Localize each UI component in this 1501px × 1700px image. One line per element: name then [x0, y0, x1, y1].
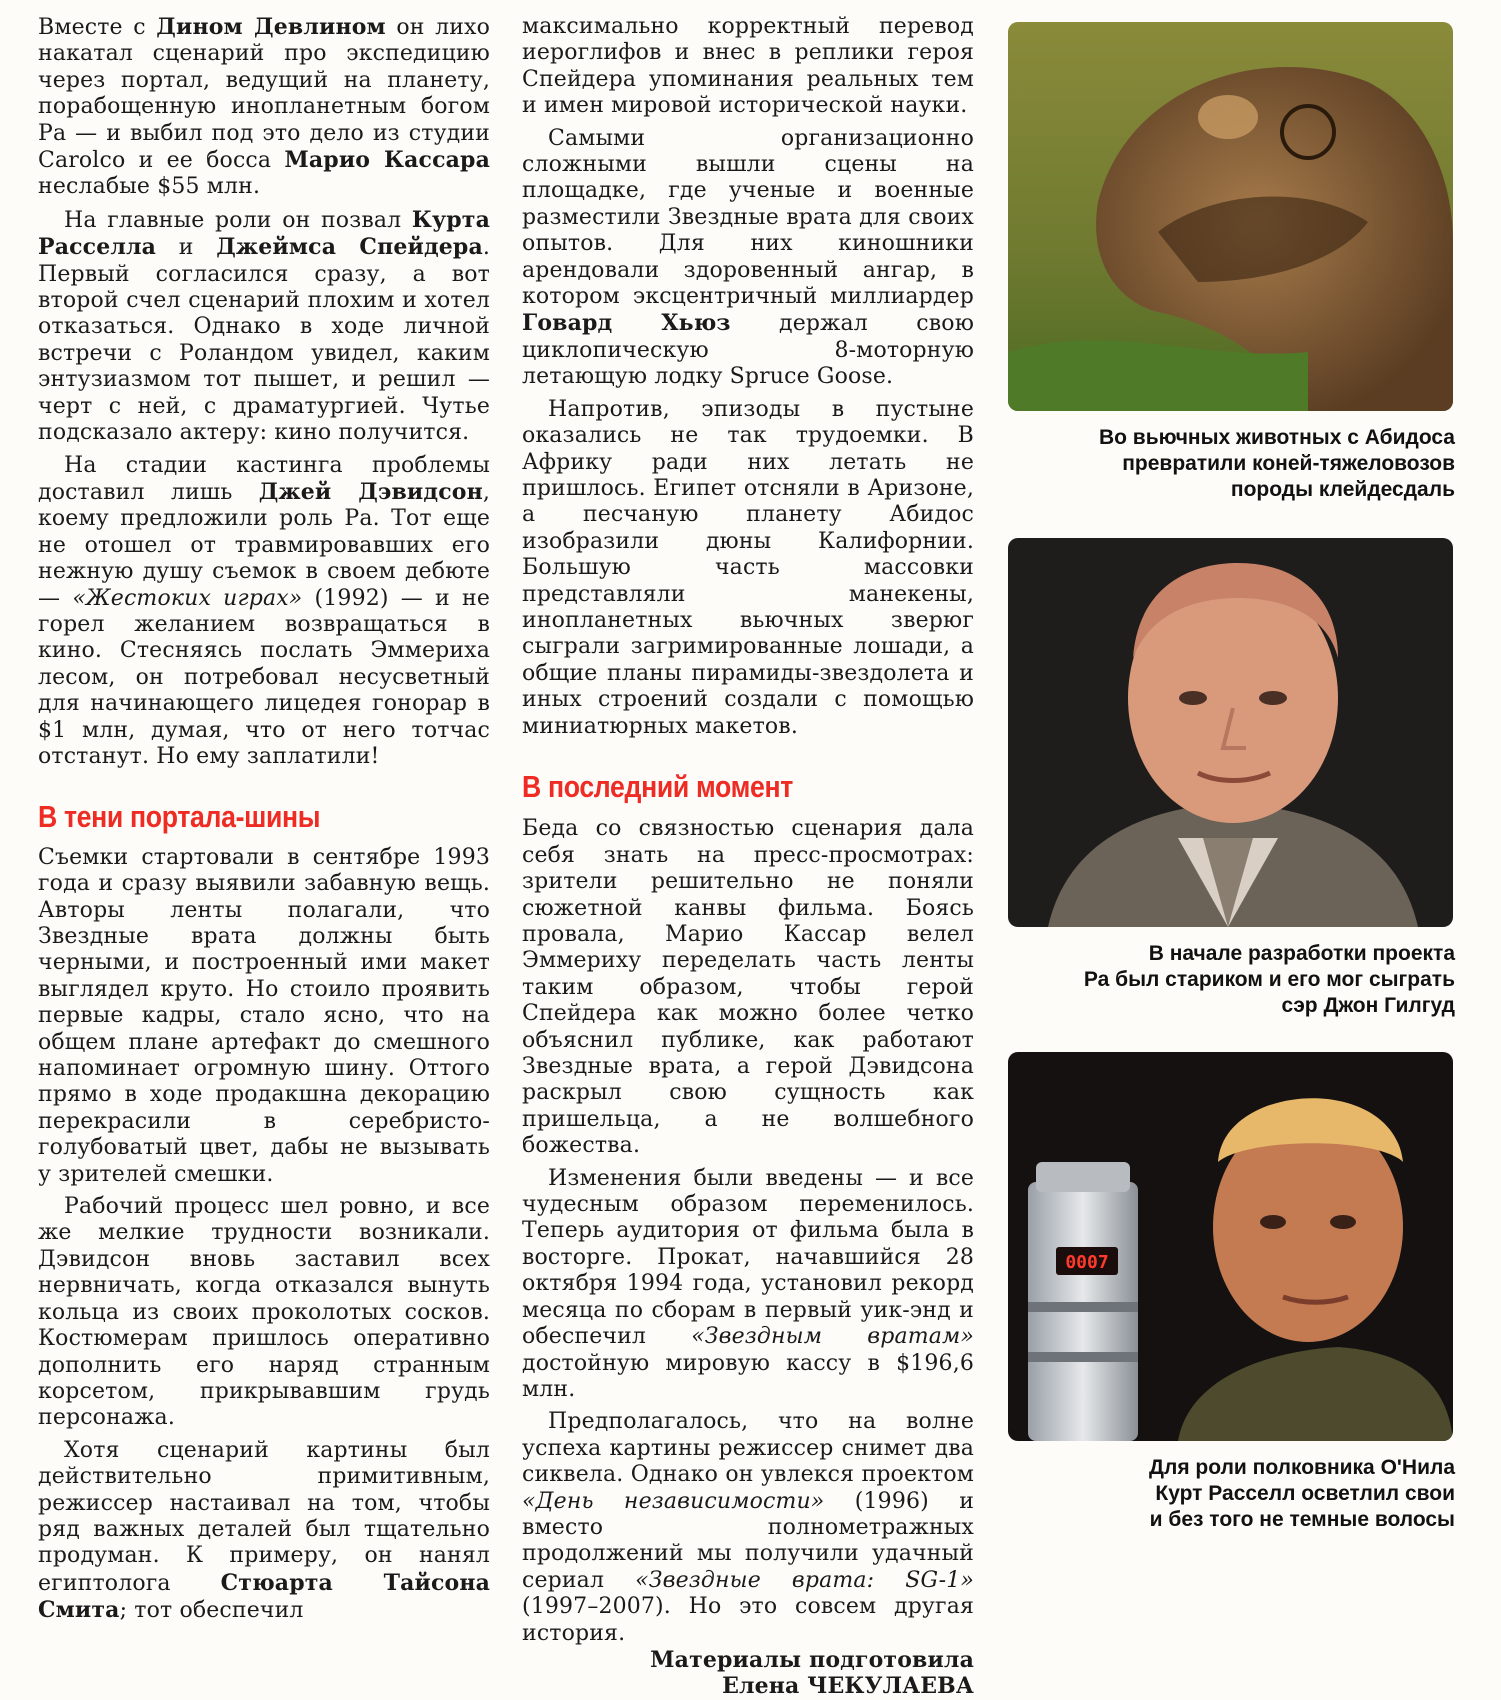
- paragraph: Напротив, эпизоды в пустыне оказались не так трудоемки. В Африку ради них летать не пришлось. Египет отсняли в Аризоне, а песчаную планету Абидос изобразили дюны Калифорнии. Большую часть массовки представляли манекены, инопланетных вьючных зверюг сыграли загримированные лошади, а общие планы пирамиды-звездолета и иных строений создали с помощью миниатюрных макетов.: [522, 396, 974, 739]
- emphasis-name: Джей Дэвидсон: [258, 478, 483, 505]
- caption-line: породы клейдесдаль: [1230, 478, 1455, 501]
- paragraph: Беда со связностью сценария дала себя знать на пресс-просмотрах: зрители решительно не поняли сюжетной канвы фильма. Боясь провала, Марио Кассар велел Эммериху переделать часть ленты таким образом, чтобы герой Спейдера как можно более четко объяснил публике, как работают Звездные врата, а герой Дэвидсона раскрыл свою сущность как пришельца, а не волшебного божества.: [522, 816, 974, 1159]
- section-heading: В последний момент: [522, 768, 793, 804]
- byline-label: Материалы подготовила: [650, 1646, 974, 1673]
- emphasis-title: «Звездные врата: SG-1»: [635, 1567, 974, 1593]
- caption-line: Во вьючных животных с Абидоса: [1098, 426, 1455, 449]
- paragraph: максимально корректный перевод иероглифов и внес в реплики героя Спейдера упоминания реальных тем и имен мировой исторической науки.: [522, 14, 974, 119]
- paragraph: Рабочий процесс шел ровно, и все же мелкие трудности возникали. Дэвидсон вновь заставил всех нервничать, когда отказался вынуть кольца из своих проколотых сосков. Костюмерам пришлось оперативно дополнить его наряд странным корсетом, прикрывавшим грудь персонажа.: [38, 1194, 490, 1431]
- paragraph: Съемки стартовали в сентябре 1993 года и сразу выявили забавную вещь. Авторы ленты полагали, что Звездные врата должны быть черными, и построенный ими макет выглядел круто. Но стоило проявить первые кадры, стало ясно, что на общем плане артефакт до смешного напоминает огромную шину. Оттого прямо в ходе продакшна декорацию перекрасили в серебристо-голубоватый цвет, дабы не вызывать у зрителей смешки.: [38, 844, 490, 1187]
- paragraph: На стадии кастинга проблемы доставил лишь Джей Дэвидсон, коему предложили роль Ра. Тот еще не отошел от травмировавших его нежную душу съемок в своем дебюте — «Жестоких играх» (1992) — и не горел желанием возвращаться в кино. Стесняясь послать Эммериха лесом, он потребовал несусветный для начинающего лицедея гонорар в $1 млн, думая, что от него тотчас отстанут. Но ему заплатили!: [38, 452, 490, 769]
- paragraph: Хотя сценарий картины был действительно примитивным, режиссер настаивал на том, чтобы ряд важных деталей был тщательно продуман. К примеру, он нанял египтолога Стюарта Тайсона Смита; тот обеспечил: [38, 1437, 490, 1624]
- device-display-text: 0007: [1065, 1252, 1109, 1273]
- emphasis-title: «Жестоких играх»: [72, 585, 303, 611]
- caption-line: Для роли полковника О'Нила: [1149, 1456, 1455, 1479]
- photo-caption: [1000, 941, 1455, 1019]
- paragraph: Самыми организационно сложными вышли сцены на площадке, где ученые и военные разместили Звездные врата для своих опытов. Для них киношники арендовали здоровенный ангар, в котором эксцентричный миллиардер Говард Хьюз держал свою циклопическую 8-моторную летающую лодку Spruce Goose.: [522, 125, 975, 390]
- photo-kurt-russell: [1008, 1052, 1453, 1441]
- section-heading: В тени портала-шины: [38, 799, 321, 835]
- photo-caption: [1000, 1455, 1455, 1533]
- caption-line: превратили коней-тяжеловозов: [1122, 452, 1455, 475]
- emphasis-name: Джеймса Спейдера: [216, 234, 483, 261]
- emphasis-name: Стюарта Тайсона Смита: [38, 1569, 490, 1624]
- paragraph: На главные роли он позвал Курта Расселла и Джеймса Спейдера. Первый согласился сразу, а вот второй счел сценарий плохим и хотел отказаться. Однако в ходе личной встречи с Роландом увидел, каким энтузиазмом тот пышет, и решил — черт с ней, с драматургией. Чутье подсказало актеру: кино получится.: [38, 206, 490, 446]
- emphasis-name: Марио Кассара: [284, 147, 490, 174]
- emphasis-title: «День независимости»: [522, 1488, 825, 1514]
- emphasis-name: Говард Хьюз: [522, 310, 731, 337]
- article-column-left: [38, 14, 490, 1625]
- byline-author: Елена ЧЕКУЛАЕВА: [722, 1673, 974, 1700]
- caption-line: Ра был стариком и его мог сыграть: [1083, 968, 1455, 991]
- paragraph: Вместе с Дином Девлином он лихо накатал сценарий про экспедицию через портал, ведущий на планету, порабощенную инопланетным богом Ра — и выбил под это дело из студии Carolco и ее босса Марио Кассара неслабые $55 млн.: [38, 14, 491, 200]
- emphasis-title: «Звездным вратам»: [691, 1324, 974, 1350]
- caption-line: В начале разработки проекта: [1148, 942, 1455, 965]
- paragraph: Предполагалось, что на волне успеха картины режиссер снимет два сиквела. Однако он увлекся проектом «День независимости» (1996) и вместо полнометражных продолжений мы получили удачный сериал «Звездные врата: SG-1» (1997–2007). Но это совсем другая история.: [522, 1409, 975, 1646]
- caption-line: сэр Джон Гилгуд: [1281, 994, 1455, 1017]
- photo-portrait-old-man: [1008, 538, 1453, 927]
- photo-caption: [1000, 425, 1455, 503]
- caption-line: Курт Расселл осветлил свои: [1155, 1482, 1455, 1505]
- paragraph: Изменения были введены — и все чудесным образом переменилось. Теперь аудитория от фильма была в восторге. Прокат, начавшийся 28 октября 1994 года, установил рекорд месяца по сборам в первый уик-энд и обеспечил «Звездным вратам» достойную мировую кассу в $196,6 млн.: [522, 1165, 974, 1402]
- photo-pack-animal: [1008, 22, 1453, 411]
- caption-line: и без того не темные волосы: [1149, 1508, 1455, 1531]
- article-column-middle: [522, 14, 974, 1700]
- emphasis-name: Курта Расселла: [38, 206, 490, 261]
- emphasis-name: Дином Девлином: [156, 14, 386, 40]
